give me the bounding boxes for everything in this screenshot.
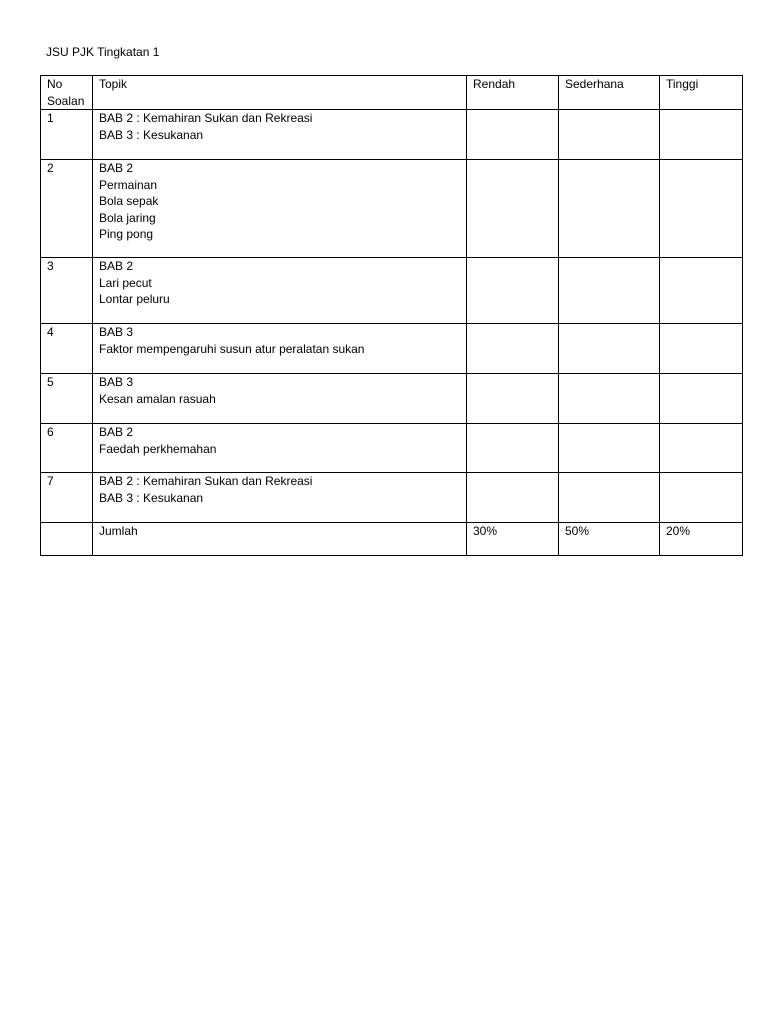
cell-tinggi [660, 160, 743, 258]
jsu-table [40, 75, 743, 556]
page-title: JSU PJK Tingkatan 1 [46, 45, 160, 59]
row-number: 3 [41, 258, 93, 324]
cell-sederhana [559, 473, 660, 523]
row-topic: BAB 3 Kesan amalan rasuah [93, 374, 467, 424]
cell-tinggi [660, 324, 743, 374]
table-row [41, 424, 743, 473]
table-row [41, 473, 743, 523]
cell-rendah [467, 424, 559, 473]
row-number: 2 [41, 160, 93, 258]
cell-rendah [467, 324, 559, 374]
table-header-row [41, 76, 743, 110]
cell-tinggi [660, 424, 743, 473]
cell-sederhana [559, 160, 660, 258]
cell-tinggi [660, 110, 743, 160]
summary-row [41, 523, 743, 556]
column-header-tinggi: Tinggi [660, 76, 743, 110]
table-row [41, 110, 743, 160]
row-topic: BAB 2 Permainan Bola sepak Bola jaring Ping pong [93, 160, 467, 258]
cell-sederhana [559, 258, 660, 324]
row-number: 4 [41, 324, 93, 374]
column-header-sederhana: Sederhana [559, 76, 660, 110]
table-row [41, 374, 743, 424]
cell-rendah [467, 110, 559, 160]
cell-sederhana [559, 324, 660, 374]
summary-empty-cell [41, 523, 93, 556]
cell-sederhana [559, 424, 660, 473]
row-topic: BAB 2 : Kemahiran Sukan dan Rekreasi BAB 3 : Kesukanan [93, 110, 467, 160]
table-row [41, 324, 743, 374]
cell-rendah [467, 374, 559, 424]
row-number: 6 [41, 424, 93, 473]
row-number: 1 [41, 110, 93, 160]
summary-rendah: 30% [467, 523, 559, 556]
row-number: 5 [41, 374, 93, 424]
summary-tinggi: 20% [660, 523, 743, 556]
cell-tinggi [660, 473, 743, 523]
cell-rendah [467, 473, 559, 523]
column-header-no-soalan: No Soalan [41, 76, 93, 110]
row-topic: BAB 2 Lari pecut Lontar peluru [93, 258, 467, 324]
column-header-rendah: Rendah [467, 76, 559, 110]
cell-rendah [467, 160, 559, 258]
cell-sederhana [559, 110, 660, 160]
table-row [41, 258, 743, 324]
cell-tinggi [660, 374, 743, 424]
table-row [41, 160, 743, 258]
cell-sederhana [559, 374, 660, 424]
summary-sederhana: 50% [559, 523, 660, 556]
cell-tinggi [660, 258, 743, 324]
row-topic: BAB 3 Faktor mempengaruhi susun atur peralatan sukan [93, 324, 467, 374]
row-topic: BAB 2 Faedah perkhemahan [93, 424, 467, 473]
row-number: 7 [41, 473, 93, 523]
row-topic: BAB 2 : Kemahiran Sukan dan Rekreasi BAB 3 : Kesukanan [93, 473, 467, 523]
summary-label: Jumlah [93, 523, 467, 556]
cell-rendah [467, 258, 559, 324]
column-header-topik: Topik [93, 76, 467, 110]
